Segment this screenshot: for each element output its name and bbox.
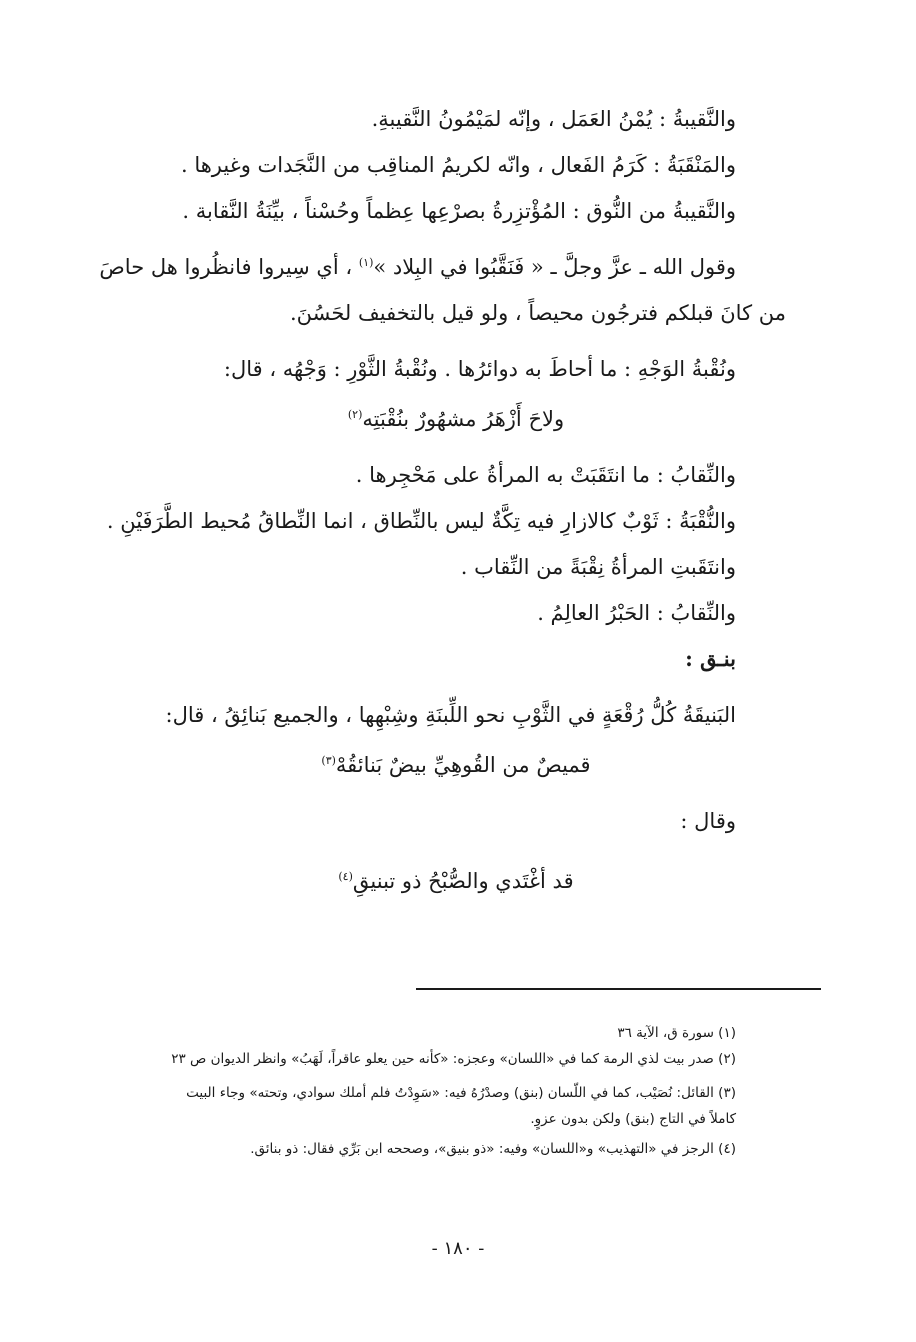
verse-line xyxy=(176,854,736,904)
spacer xyxy=(86,442,736,452)
text-line: من كانَ قبلكم فترجُون محيصاً ، ولو قيل بالتخفيف لحَسُنَ. xyxy=(289,301,786,325)
footnote: (٣) القائل: نُصَيْب، كما في اللّسان (بنق) وصدْرُهُ فيه: «سَوِدْتُ فلم أملك سوادي، وتحته» وجاء البيت xyxy=(186,1085,736,1101)
verse-text: قميصٌ من القُوهِيِّ بيضٌ بَنائقُهْ xyxy=(335,753,591,777)
text-line xyxy=(86,240,736,290)
footnote: كاملاً في التاج (بنق) ولكن بدون عزوٍ. xyxy=(530,1111,736,1127)
footnote-marker: (٣) xyxy=(321,754,336,767)
footnote-marker: (٤) xyxy=(338,870,353,883)
verse-text: قد أغْتَدي والصُّبْحُ ذو تبنيقِ xyxy=(352,869,574,893)
main-text xyxy=(86,96,786,904)
footnote: (٤) الرجز في «التهذيب» و«اللسان» وفيه: «ذو بنيق»، وصححه ابن بَرِّي فقال: ذو بنائق. xyxy=(250,1141,736,1157)
footnote: (٢) صدر بيت لذي الرمة كما في «اللسان» وعجزه: «كأنه حين يعلو عاقراً، لَهَبُ» وانظر الديوان ص ٢٣ xyxy=(171,1051,736,1067)
verse-line xyxy=(176,738,736,788)
text-line: والنَّقيبةُ من النُّوق : المُؤْتزِرةُ بصرْعِها عِظماً وحُسْناً ، بيِّنَةُ النَّقابة . xyxy=(182,199,736,223)
text-line: والنُّقْبَةُ : ثَوْبٌ كالازارِ فيه تِكَّةٌ ليس بالنِّطاق ، انما النِّطاقُ مُحيط الطَّرَفَيْنِ . xyxy=(106,509,736,533)
footnotes xyxy=(91,1020,736,1162)
text-line: وانتَقَبتِ المرأةُ نِقْبَةً من النِّقاب . xyxy=(460,555,736,579)
text-line: والنِّقابُ : الحَبْرُ العالِمُ . xyxy=(537,601,736,625)
text-line: وقال : xyxy=(680,809,736,833)
entry-heading: بنـق : xyxy=(685,646,736,671)
text-line: البَنيقَةُ كُلُّ رُقْعَةٍ في الثَّوْبِ نحو اللِّبنَةِ وشِبْهِها ، والجميع بَنائِقُ ، قال: xyxy=(165,703,736,727)
spacer xyxy=(86,788,736,798)
text-fragment: ، أي سِيروا فانظُروا هل حاصَ xyxy=(99,255,359,279)
text-line: والمَنْقَبَةُ : كَرَمُ الفَعال ، وانّه لكريمُ المناقِب من النَّجَدات وغيرها . xyxy=(180,153,736,177)
verse-line xyxy=(176,392,736,442)
page-number: - ١٨٠ - xyxy=(431,1238,485,1259)
footnote-marker: (١) xyxy=(358,256,374,269)
text-fragment: وقول الله ـ عزَّ وجلَّ ـ « فَنَقَّبُوا في البِلاد » xyxy=(373,255,736,279)
footnote: (١) سورة ق، الآية ٣٦ xyxy=(617,1025,736,1041)
footnote-marker: (٢) xyxy=(347,408,363,421)
spacer xyxy=(86,336,736,346)
text-line: ونُقْبةُ الوَجْهِ : ما أحاطَ به دوائرُها . ونُقْبةُ الثَّوْرِ : وَجْهُه ، قال: xyxy=(223,357,736,381)
text-line: والنِّقابُ : ما انتَقَبَتْ به المرأةُ على مَحْجِرها . xyxy=(355,463,736,487)
spacer xyxy=(86,844,736,854)
spacer xyxy=(86,682,736,692)
text-line: والنَّقيبةُ : يُمْنُ العَمَل ، وإنّه لمَيْمُونُ النَّقيبةِ. xyxy=(371,107,736,131)
verse-text: ولاحَ أَزْهَرُ مشهُورٌ بنُقْبَتِه xyxy=(362,407,565,431)
footnote-separator xyxy=(416,988,821,990)
